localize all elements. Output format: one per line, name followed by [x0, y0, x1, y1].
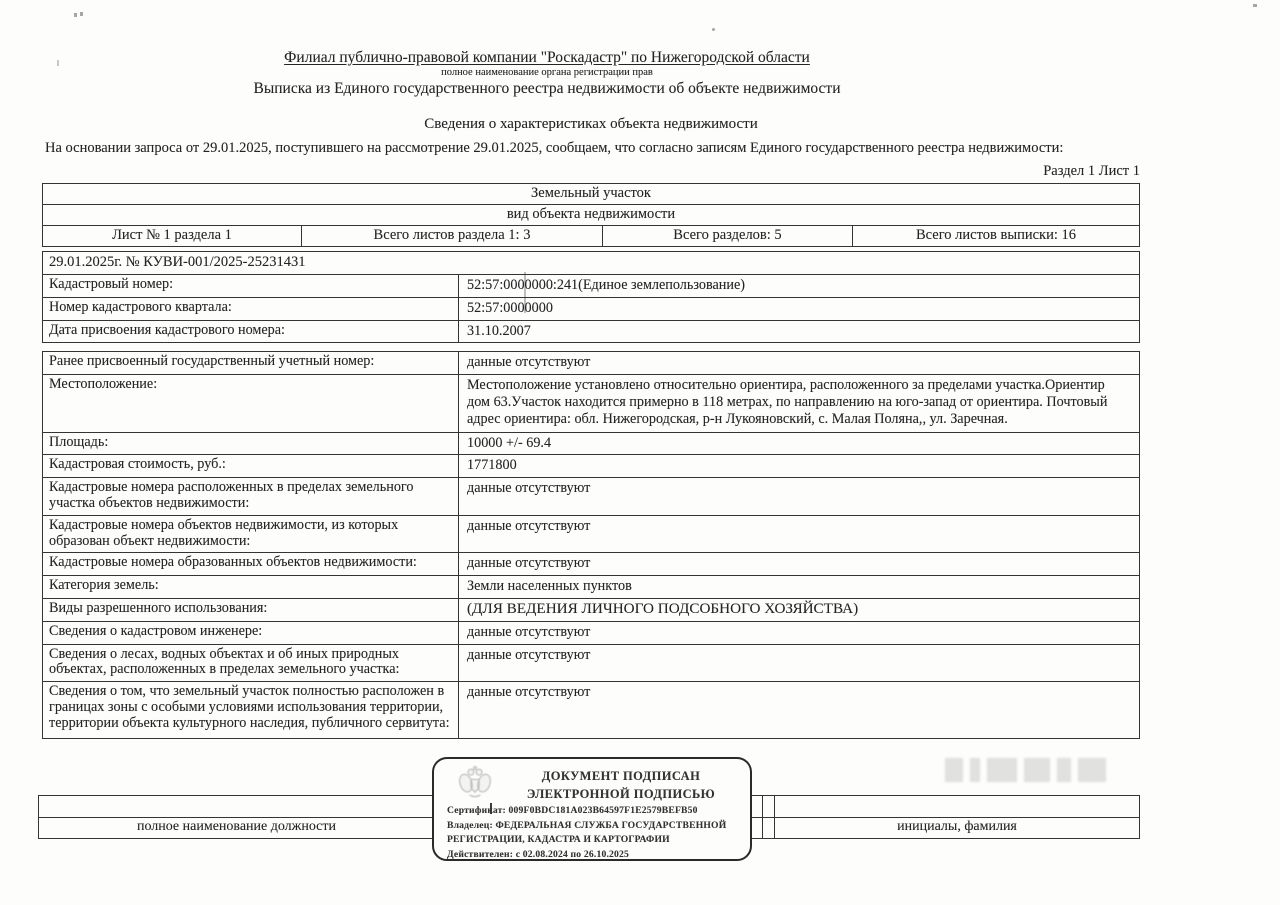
- row-value: данные отсутствуют: [467, 555, 591, 572]
- sections-total: Всего разделов: 5: [603, 226, 853, 246]
- document-title: Выписка из Единого государственного реестра недвижимости об объекте недвижимости: [253, 80, 841, 97]
- table-row: [43, 274, 1139, 297]
- table-row: [43, 204, 1139, 225]
- section-page-ref: Раздел 1 Лист 1: [1043, 163, 1140, 179]
- request-table: [42, 251, 1140, 343]
- row-value: данные отсутствуют: [467, 354, 591, 370]
- section-title: Сведения о характеристиках объекта недвижимости: [424, 116, 758, 132]
- stamp-details: [447, 804, 738, 862]
- object-type: Земельный участок: [531, 185, 651, 201]
- position-caption: полное наименование должности: [136, 819, 337, 834]
- row-value: данные отсутствуют: [467, 480, 591, 497]
- table-row: [43, 681, 1139, 738]
- object-type-table: [42, 183, 1140, 226]
- row-label: Сведения о кадастровом инженере:: [43, 622, 459, 644]
- scan-speck: [712, 28, 715, 31]
- table-row: [43, 552, 1139, 575]
- table-row: [43, 621, 1139, 644]
- intro-text: На основании запроса от 29.01.2025, поступившего на рассмотрение 29.01.2025, сообщаем, что согласно записям Единого государственного реестра недвижимости:: [45, 140, 1064, 156]
- row-value: 10000 +/- 69.4: [467, 434, 552, 451]
- org-name-caption: полное наименование органа регистрации прав: [441, 67, 653, 78]
- row-label: Сведения о лесах, водных объектах и об иных природных объектах, расположенных в пределах земельного участка:: [43, 645, 459, 682]
- initials-caption: инициалы, фамилия: [897, 819, 1017, 834]
- row-value: 52:57:0000000:241(Единое землепользование): [467, 277, 745, 293]
- stamp-owner: Владелец: ФЕДЕРАЛЬНАЯ СЛУЖБА ГОСУДАРСТВЕННОЙ РЕГИСТРАЦИИ, КАДАСТРА И КАРТОГРАФИИ: [447, 819, 727, 845]
- row-label: Кадастровый номер:: [43, 275, 459, 297]
- row-value: 31.10.2007: [467, 322, 531, 339]
- request-number: 29.01.2025г. № КУВИ-001/2025-25231431: [49, 254, 306, 270]
- table-row: [43, 226, 1139, 246]
- sheets-summary-table: [42, 225, 1140, 247]
- row-value: Местоположение установлено относительно ориентира, расположенного за пределами участка.Ориентир дом 63.Участок находится примерно в 118 метрах, по направлению на юго-запад от ориентира. Почтовый адрес ориентира: обл. Нижегородская, р-н Лукояновский, с. Малая Поляна,, ул. Заречная.: [467, 377, 1108, 428]
- details-table: [42, 351, 1140, 739]
- table-row: [43, 252, 1139, 274]
- footer-gap-cell: [763, 796, 775, 817]
- coat-of-arms-icon: [456, 764, 494, 804]
- row-label: Категория земель:: [43, 576, 459, 598]
- row-value: Земли населенных пунктов: [467, 578, 632, 595]
- table-row: [43, 515, 1139, 553]
- table-row: [43, 184, 1139, 204]
- section-sheets-total: Всего листов раздела 1: 3: [302, 226, 603, 246]
- scan-artifact-watermark: [945, 752, 1137, 788]
- extract-sheets-total: Всего листов выписки: 16: [916, 227, 1076, 243]
- row-label: Кадастровые номера объектов недвижимости, из которых образован объект недвижимости:: [43, 516, 459, 553]
- table-row: [43, 454, 1139, 477]
- row-value: 52:57:0000000: [467, 299, 553, 316]
- row-label: Ранее присвоенный государственный учетный номер:: [43, 352, 459, 374]
- row-label: Дата присвоения кадастрового номера:: [43, 321, 459, 343]
- scan-speck: [1253, 4, 1257, 7]
- org-name: Филиал публично-правовой компании "Роскадастр" по Нижегородской области: [284, 49, 810, 66]
- row-label: Сведения о том, что земельный участок полностью расположен в границах зоны с особыми условиями использования территории, территории объекта культурного наследия, публичного сервитута:: [43, 682, 459, 738]
- row-value: (ДЛЯ ВЕДЕНИЯ ЛИЧНОГО ПОДСОБНОГО ХОЗЯЙСТВА): [467, 599, 859, 617]
- row-label: Номер кадастрового квартала:: [43, 298, 459, 320]
- stamp-title-line1: ДОКУМЕНТ ПОДПИСАН: [541, 769, 701, 783]
- table-row: [43, 477, 1139, 515]
- signature-space-right: [775, 796, 1139, 817]
- table-row: [43, 598, 1139, 621]
- row-value: данные отсутствуют: [467, 517, 591, 534]
- table-row: [43, 575, 1139, 598]
- footer-gap-cell: [763, 818, 775, 838]
- row-label: Виды разрешенного использования:: [43, 599, 459, 621]
- row-value: данные отсутствуют: [467, 623, 591, 640]
- row-value: данные отсутствуют: [467, 684, 591, 701]
- row-label: Кадастровые номера образованных объектов недвижимости:: [43, 553, 459, 575]
- row-label: Кадастровая стоимость, руб.:: [43, 455, 459, 477]
- scan-speck: [74, 13, 77, 17]
- row-value: данные отсутствуют: [467, 646, 591, 663]
- table-row: [43, 374, 1139, 432]
- row-label: Кадастровые номера расположенных в пределах земельного участка объектов недвижимости:: [43, 478, 459, 515]
- scan-speck: [80, 12, 83, 16]
- sheet-number: Лист № 1 раздела 1: [43, 226, 302, 246]
- table-row: [43, 297, 1139, 320]
- row-value: 1771800: [467, 457, 517, 474]
- row-label: Местоположение:: [43, 375, 459, 432]
- stamp-title-line2: ЭЛЕКТРОННОЙ ПОДПИСЬЮ: [526, 787, 716, 801]
- table-row: [43, 320, 1139, 343]
- stamp-certificate: Сертификат: 009F0BDC181A023B64597F1E2579BEFB50: [447, 805, 698, 816]
- row-label: Площадь:: [43, 433, 459, 455]
- table-row: [43, 432, 1139, 455]
- digital-signature-stamp: [432, 757, 752, 861]
- table-row: [43, 352, 1139, 374]
- stamp-validity: Действителен: с 02.08.2024 по 26.10.2025: [447, 848, 630, 860]
- table-row: [43, 644, 1139, 682]
- object-type-caption: вид объекта недвижимости: [506, 206, 676, 222]
